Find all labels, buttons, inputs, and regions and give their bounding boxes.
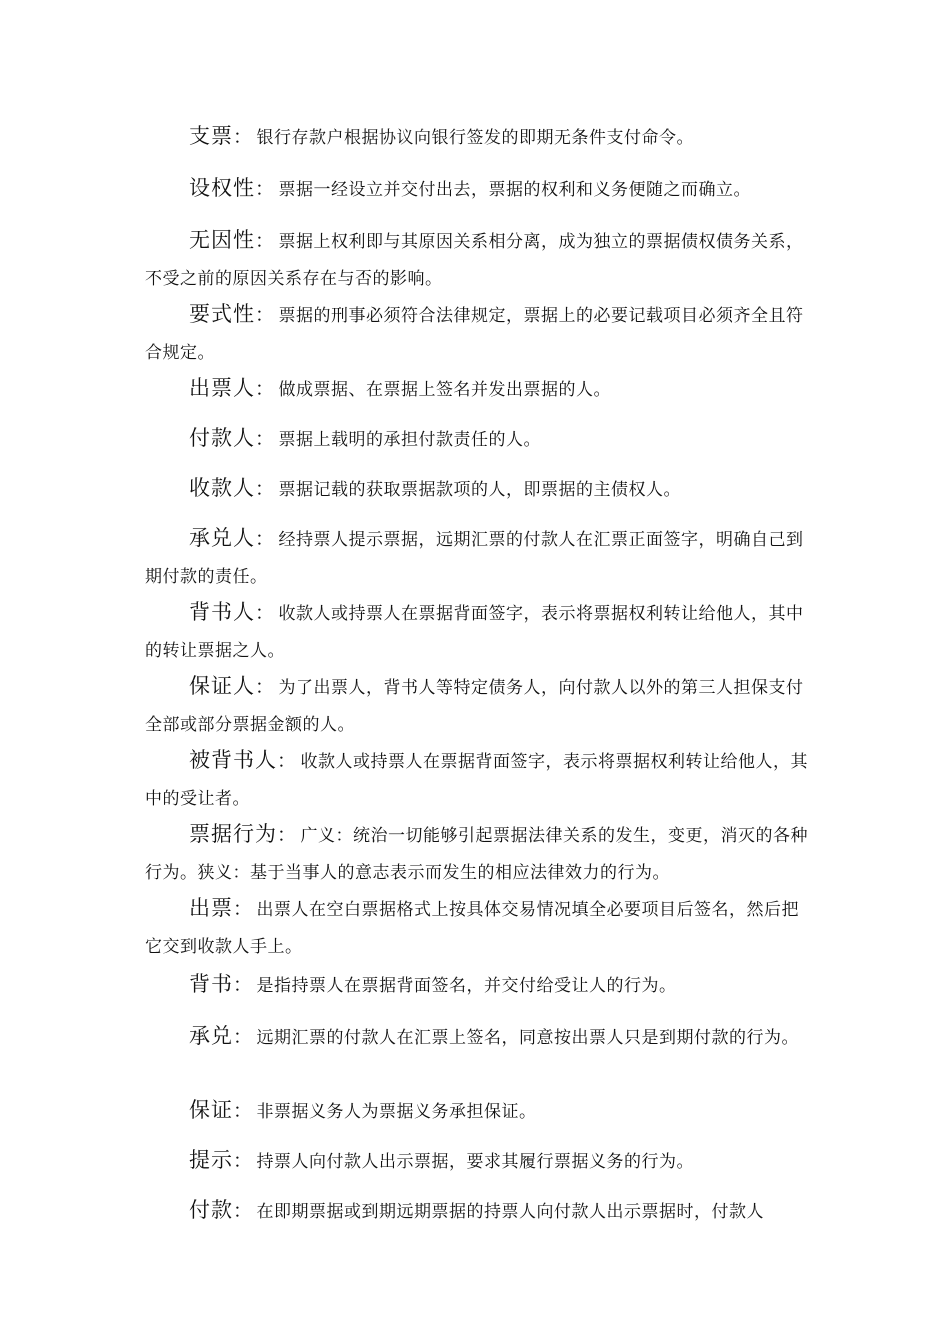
colon: ： [255, 528, 275, 550]
colon: ： [255, 304, 275, 326]
glossary-entry-formality [145, 296, 815, 372]
glossary-entry-acceptance [145, 1018, 815, 1057]
colon: ： [255, 428, 275, 450]
glossary-entry-payer [145, 420, 815, 459]
term-label: 收款人 [189, 476, 255, 500]
colon: ： [233, 1150, 253, 1172]
term-definition: 票据一经设立并交付出去，票据的权利和义务便随之而确立。 [278, 180, 752, 200]
term-label: 保证 [189, 1098, 233, 1122]
glossary-entry-endorser [145, 594, 815, 670]
glossary-entry-bill-act [145, 816, 815, 892]
term-label: 背书人 [189, 600, 255, 624]
glossary-entry-endorsement [145, 966, 815, 1005]
glossary-entry-presentment [145, 1142, 815, 1181]
term-definition: 收款人或持票人在票据背面签字，表示将票据权利转让给他人，其中的转让票据之人。 [145, 604, 804, 661]
term-label: 保证人 [189, 674, 255, 698]
term-label: 设权性 [189, 176, 255, 200]
term-label: 付款 [189, 1198, 233, 1222]
glossary-entry-non-causative [145, 222, 815, 298]
term-definition: 是指持票人在票据背面签名，并交付给受让人的行为。 [256, 976, 677, 996]
colon: ： [233, 1100, 253, 1122]
colon: ： [233, 898, 253, 920]
term-definition: 为了出票人，背书人等特定债务人，向付款人以外的第三人担保支付全部或部分票据金额的人。 [145, 678, 804, 735]
colon: ： [233, 126, 253, 148]
glossary-entry-endorsee [145, 742, 815, 818]
colon: ： [255, 602, 275, 624]
term-label: 付款人 [189, 426, 255, 450]
term-definition: 出票人在空白票据格式上按具体交易情况填全必要项目后签名，然后把它交到收款人手上。 [145, 900, 800, 957]
colon: ： [233, 1200, 253, 1222]
term-definition: 票据上权利即与其原因关系相分离，成为独立的票据债权债务关系，不受之前的原因关系存在与否的影响。 [145, 232, 804, 289]
term-label: 票据行为 [189, 822, 277, 846]
colon: ： [255, 230, 275, 252]
colon: ： [255, 378, 275, 400]
glossary-entry-drawer [145, 370, 815, 409]
term-label: 无因性 [189, 228, 255, 252]
glossary-entry-check [145, 118, 815, 157]
term-label: 承兑人 [189, 526, 255, 550]
term-label: 支票 [189, 124, 233, 148]
term-definition: 收款人或持票人在票据背面签字，表示将票据权利转让给他人，其中的受让者。 [145, 752, 809, 809]
colon: ： [277, 824, 297, 846]
glossary-entry-right-creating [145, 170, 815, 209]
colon: ： [233, 974, 253, 996]
term-definition: 远期汇票的付款人在汇票上签名，同意按出票人只是到期付款的行为。 [256, 1028, 800, 1048]
colon: ： [255, 676, 275, 698]
glossary-entry-payment [145, 1192, 815, 1231]
colon: ： [233, 1026, 253, 1048]
term-label: 要式性 [189, 302, 255, 326]
term-definition: 持票人向付款人出示票据，要求其履行票据义务的行为。 [256, 1152, 695, 1172]
term-definition: 做成票据、在票据上签名并发出票据的人。 [278, 380, 612, 400]
glossary-entry-issue [145, 890, 815, 966]
term-label: 承兑 [189, 1024, 233, 1048]
term-definition: 经持票人提示票据，远期汇票的付款人在汇票正面签字，明确自己到期付款的责任。 [145, 530, 804, 587]
term-label: 提示 [189, 1148, 233, 1172]
term-label: 出票 [189, 896, 233, 920]
term-definition: 银行存款户根据协议向银行签发的即期无条件支付命令。 [256, 128, 695, 148]
glossary-entry-acceptor [145, 520, 815, 596]
term-definition: 广义：统治一切能够引起票据法律关系的发生，变更，消灭的各种行为。狭义：基于当事人的意志表示而发生的相应法律效力的行为。 [145, 826, 809, 883]
glossary-entry-guarantee [145, 1092, 815, 1131]
glossary-entry-payee [145, 470, 815, 509]
term-label: 背书 [189, 972, 233, 996]
term-definition: 在即期票据或到期远期票据的持票人向付款人出示票据时，付款人 [256, 1202, 765, 1222]
glossary-entry-guarantor [145, 668, 815, 744]
term-definition: 票据记载的获取票据款项的人，即票据的主债权人。 [278, 480, 682, 500]
term-definition: 票据上载明的承担付款责任的人。 [278, 430, 542, 450]
term-definition: 非票据义务人为票据义务承担保证。 [256, 1102, 537, 1122]
term-label: 出票人 [189, 376, 255, 400]
colon: ： [255, 478, 275, 500]
term-definition: 票据的刑事必须符合法律规定，票据上的必要记载项目必须齐全且符合规定。 [145, 306, 804, 363]
term-label: 被背书人 [189, 748, 277, 772]
colon: ： [277, 750, 297, 772]
colon: ： [255, 178, 275, 200]
